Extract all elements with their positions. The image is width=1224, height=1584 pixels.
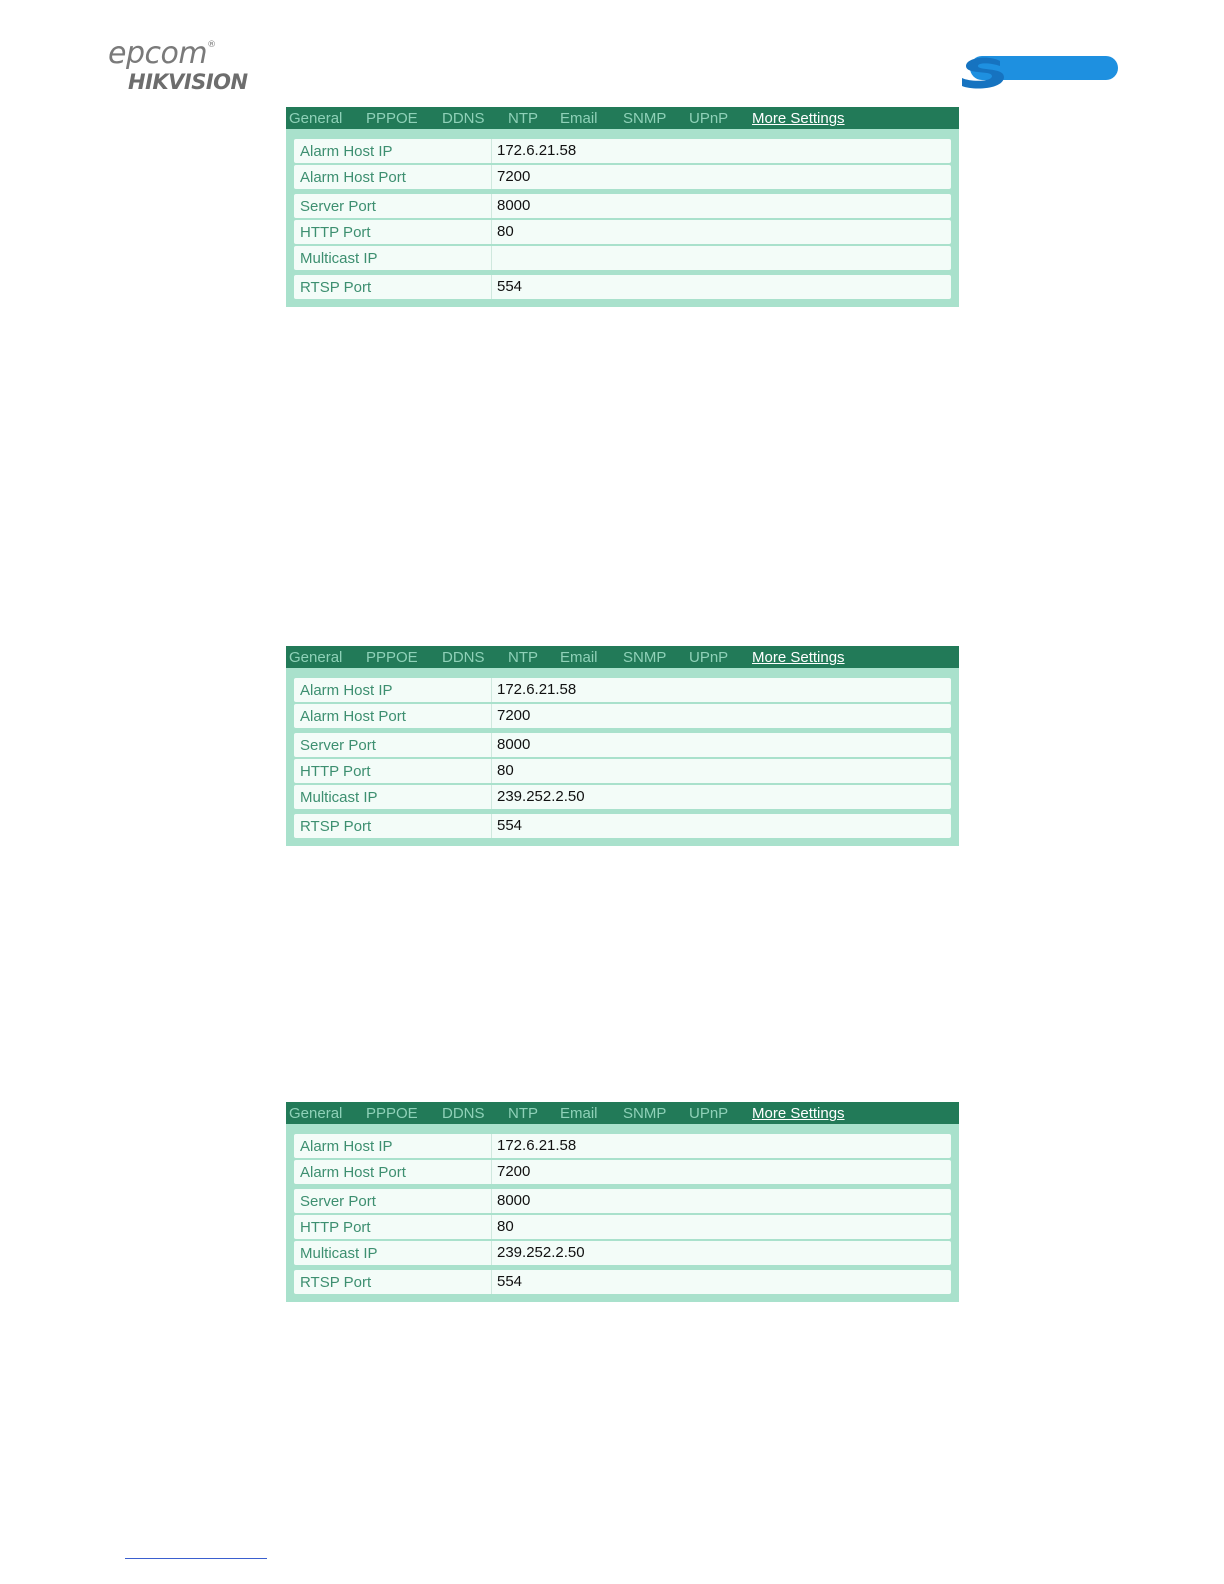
field-label: Alarm Host IP <box>300 682 393 699</box>
registered-mark: ® <box>207 40 216 50</box>
settings-form <box>286 129 959 307</box>
field-value-input[interactable]: 554 <box>497 1273 523 1290</box>
tab-snmp[interactable]: SNMP <box>623 649 667 666</box>
row-divider <box>491 1160 492 1184</box>
field-value-input[interactable]: 8000 <box>497 197 531 214</box>
form-row <box>294 139 951 163</box>
settings-panel <box>286 1102 959 1302</box>
field-value-input[interactable]: 80 <box>497 223 514 240</box>
tab-bar <box>286 646 959 668</box>
field-value-input[interactable]: 172.6.21.58 <box>497 142 577 159</box>
form-row <box>294 678 951 702</box>
tab-email[interactable]: Email <box>560 649 598 666</box>
settings-panel <box>286 107 959 307</box>
tab-pppoe[interactable]: PPPOE <box>366 1105 418 1122</box>
row-divider <box>491 759 492 783</box>
field-label: Server Port <box>300 1193 376 1210</box>
row-divider <box>491 1189 492 1213</box>
row-divider <box>491 220 492 244</box>
field-label: HTTP Port <box>300 763 371 780</box>
form-row <box>294 1189 951 1213</box>
form-row <box>294 246 951 270</box>
tab-email[interactable]: Email <box>560 1105 598 1122</box>
tab-upnp[interactable]: UPnP <box>689 1105 729 1122</box>
form-row <box>294 733 951 757</box>
s-logo-icon <box>960 55 1118 89</box>
tab-more-settings[interactable]: More Settings <box>752 1105 845 1122</box>
row-divider <box>491 814 492 838</box>
row-divider <box>491 1215 492 1239</box>
field-value-input[interactable]: 554 <box>497 278 523 295</box>
form-row <box>294 220 951 244</box>
tab-email[interactable]: Email <box>560 110 598 127</box>
tab-ddns[interactable]: DDNS <box>442 1105 485 1122</box>
field-value-input[interactable]: 8000 <box>497 736 531 753</box>
form-row <box>294 165 951 189</box>
field-label: HTTP Port <box>300 224 371 241</box>
epcom-logo <box>108 36 216 71</box>
field-value-input[interactable]: 7200 <box>497 168 531 185</box>
tab-pppoe[interactable]: PPPOE <box>366 649 418 666</box>
tab-snmp[interactable]: SNMP <box>623 1105 667 1122</box>
row-divider <box>491 678 492 702</box>
form-row <box>294 1215 951 1239</box>
field-value-input[interactable]: 172.6.21.58 <box>497 1137 577 1154</box>
form-row <box>294 1241 951 1265</box>
row-divider <box>491 275 492 299</box>
field-value-input[interactable]: 80 <box>497 762 514 779</box>
tab-more-settings[interactable]: More Settings <box>752 649 845 666</box>
field-label: Alarm Host Port <box>300 708 406 725</box>
form-row <box>294 759 951 783</box>
tab-ntp[interactable]: NTP <box>508 110 538 127</box>
tab-more-settings[interactable]: More Settings <box>752 110 845 127</box>
row-divider <box>491 165 492 189</box>
hikvision-logo: HIKVISION <box>128 70 248 94</box>
row-divider <box>491 1241 492 1265</box>
row-divider <box>491 1134 492 1158</box>
field-value-input[interactable]: 554 <box>497 817 523 834</box>
tab-bar <box>286 107 959 129</box>
tab-upnp[interactable]: UPnP <box>689 649 729 666</box>
field-value-input[interactable]: 239.252.2.50 <box>497 788 585 805</box>
field-value-input[interactable]: 80 <box>497 1218 514 1235</box>
field-label: Alarm Host Port <box>300 169 406 186</box>
tab-general[interactable]: General <box>289 649 343 666</box>
field-value-input[interactable]: 7200 <box>497 707 531 724</box>
tab-snmp[interactable]: SNMP <box>623 110 667 127</box>
settings-form <box>286 668 959 846</box>
row-divider <box>491 246 492 270</box>
field-label: Server Port <box>300 737 376 754</box>
row-divider <box>491 194 492 218</box>
form-row <box>294 814 951 838</box>
tab-pppoe[interactable]: PPPOE <box>366 110 418 127</box>
field-label: Alarm Host Port <box>300 1164 406 1181</box>
tab-upnp[interactable]: UPnP <box>689 110 729 127</box>
settings-panel <box>286 646 959 846</box>
field-label: Alarm Host IP <box>300 1138 393 1155</box>
tab-ntp[interactable]: NTP <box>508 649 538 666</box>
form-row <box>294 194 951 218</box>
tab-ddns[interactable]: DDNS <box>442 649 485 666</box>
form-row <box>294 1270 951 1294</box>
field-value-input[interactable]: 7200 <box>497 1163 531 1180</box>
field-label: RTSP Port <box>300 818 372 835</box>
field-label: Server Port <box>300 198 376 215</box>
field-label: Multicast IP <box>300 250 378 267</box>
row-divider <box>491 733 492 757</box>
row-divider <box>491 704 492 728</box>
form-row <box>294 1160 951 1184</box>
tab-bar <box>286 1102 959 1124</box>
field-label: Multicast IP <box>300 1245 378 1262</box>
field-value-input[interactable]: 239.252.2.50 <box>497 1244 585 1261</box>
form-row <box>294 275 951 299</box>
field-label: RTSP Port <box>300 1274 372 1291</box>
footer-divider <box>125 1558 267 1559</box>
row-divider <box>491 785 492 809</box>
form-row <box>294 704 951 728</box>
tab-ntp[interactable]: NTP <box>508 1105 538 1122</box>
tab-general[interactable]: General <box>289 1105 343 1122</box>
tab-general[interactable]: General <box>289 110 343 127</box>
field-label: Alarm Host IP <box>300 143 393 160</box>
form-row <box>294 785 951 809</box>
form-row <box>294 1134 951 1158</box>
field-label: RTSP Port <box>300 279 372 296</box>
field-value-input[interactable]: 172.6.21.58 <box>497 681 577 698</box>
row-divider <box>491 1270 492 1294</box>
epcom-logo-text: epcom <box>108 36 208 71</box>
field-label: Multicast IP <box>300 789 378 806</box>
row-divider <box>491 139 492 163</box>
tab-ddns[interactable]: DDNS <box>442 110 485 127</box>
field-label: HTTP Port <box>300 1219 371 1236</box>
settings-form <box>286 1124 959 1302</box>
field-value-input[interactable]: 8000 <box>497 1192 531 1209</box>
